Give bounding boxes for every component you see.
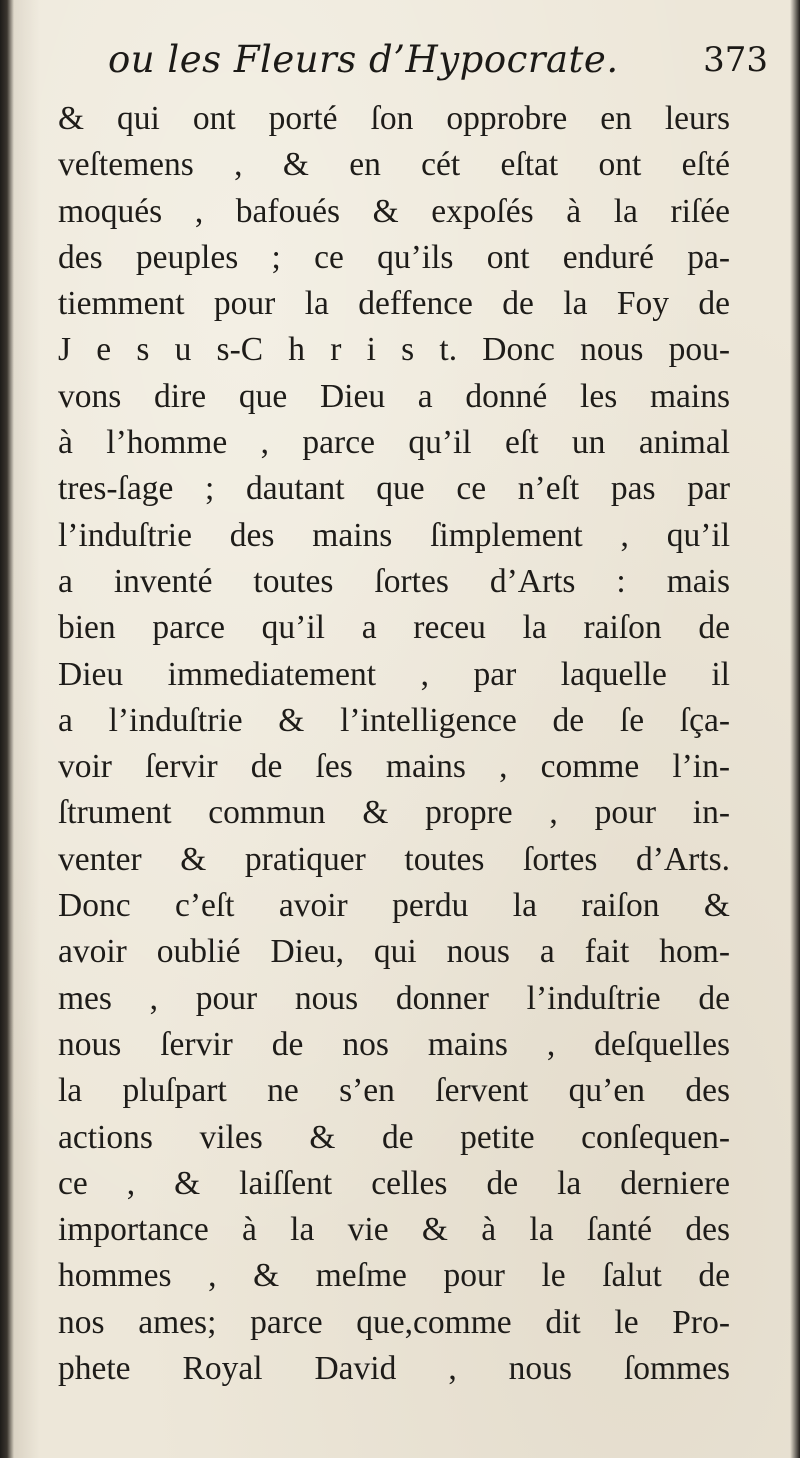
text-line: bien parce qu’il a receu la raiſon de (58, 609, 730, 647)
text-line: ſtrument commun & propre , pour in- (58, 794, 730, 832)
text-line: Dieu immediatement , par laquelle il (58, 655, 730, 693)
page-edge-shadow (790, 0, 800, 1458)
text-line: l’induſtrie des mains ſimplement , qu’il (58, 516, 730, 554)
text-line: & qui ont porté ſon opprobre en leurs (58, 100, 730, 137)
text-line: vons dire que Dieu a donné les mains (58, 377, 730, 415)
text-line: importance à la vie & à la ſanté des (58, 1211, 730, 1249)
text-line: à l’homme , parce qu’il eſt un animal (58, 424, 730, 462)
text-line: venter & pratiquer toutes ſortes d’Arts. (58, 840, 730, 878)
text-line: a inventé toutes ſortes d’Arts : mais (58, 562, 730, 600)
page-header (108, 38, 768, 98)
running-title: ou les Fleurs d’Hypocrate. (108, 38, 619, 81)
text-line: tres-ſage ; dautant que ce n’eſt pas par (58, 470, 730, 508)
body-text (58, 96, 730, 1392)
text-line: veſtemens , & en cét eſtat ont eſté (58, 146, 730, 184)
text-line: des peuples ; ce qu’ils ont enduré pa- (58, 238, 730, 276)
text-line: mes , pour nous donner l’induſtrie de (58, 979, 730, 1017)
text-line: ce , & laiſſent celles de la derniere (58, 1164, 730, 1202)
text-line: nos ames; parce que,comme dit le Pro- (58, 1303, 730, 1341)
text-line: voir ſervir de ſes mains , comme l’in- (58, 748, 730, 786)
text-line: Donc c’eſt avoir perdu la raiſon & (58, 887, 730, 925)
page-binding-shadow (0, 0, 14, 1458)
text-line: phete Royal David , nous ſommes (58, 1350, 730, 1388)
text-line: a l’induſtrie & l’intelligence de ſe ſça- (58, 701, 730, 739)
text-line: avoir oublié Dieu, qui nous a fait hom- (58, 933, 730, 971)
text-line: J e s u s-C h r i s t. Donc nous pou- (58, 331, 730, 369)
text-line: la pluſpart ne s’en ſervent qu’en des (58, 1072, 730, 1110)
text-line: moqués , bafoués & expoſés à la riſée (58, 192, 730, 230)
text-line: hommes , & meſme pour le ſalut de (58, 1257, 730, 1295)
page-number: 373 (703, 40, 768, 80)
text-line: nous ſervir de nos mains , deſquelles (58, 1025, 730, 1063)
text-line: actions viles & de petite conſequen- (58, 1118, 730, 1156)
text-line: tiemment pour la deffence de la Foy de (58, 285, 730, 323)
